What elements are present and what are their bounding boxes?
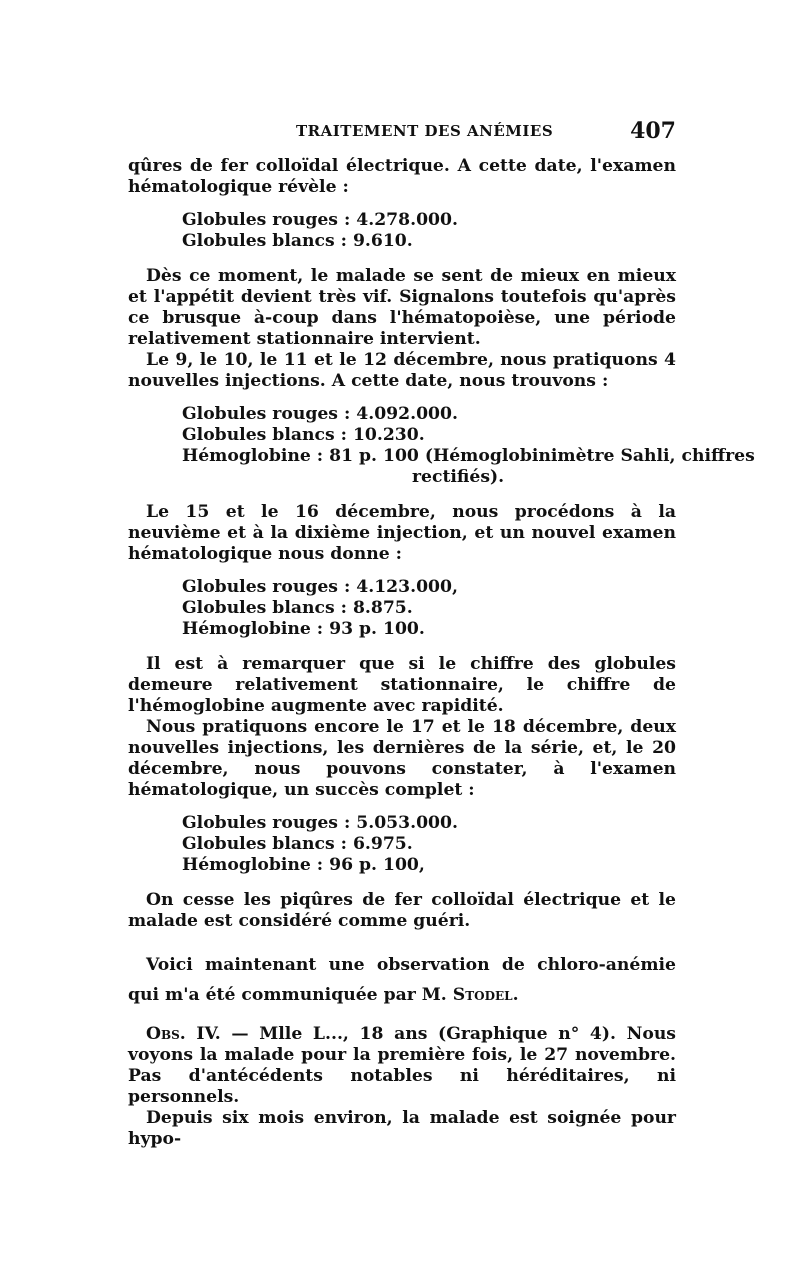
paragraph-7: On cesse les piqûres de fer colloïdal électrique et le malade est considéré comme guéri. — [128, 890, 676, 931]
paragraph-4: Le 15 et le 16 décembre, nous procédons à la neuvième et à la dixième injection, et un nouvel examen hématologique nous donne : — [128, 502, 676, 564]
paragraph-8-text: Voici maintenant une observation de chloro-anémie qui m'a été communiquée par M. — [128, 955, 676, 1005]
blood-count-list-4 — [182, 813, 676, 876]
list-item: Hémoglobine : 93 p. 100. — [182, 619, 425, 639]
list-item: Globules blancs : 6.975. — [182, 834, 413, 854]
list-item: Globules rouges : 4.092.000. — [182, 404, 458, 424]
paragraph-10: Depuis six mois environ, la malade est soignée pour hypo- — [128, 1108, 676, 1149]
paragraph-1: qûres de fer colloïdal électrique. A cette date, l'examen hématologique révèle : — [128, 156, 676, 197]
page-header — [128, 118, 676, 148]
paragraph-2: Dès ce moment, le malade se sent de mieux en mieux et l'appétit devient très vif. Signalons toutefois qu'après ce brusque à-coup dans l'hématopoièse, une période relativement stationnaire intervient. — [128, 266, 676, 349]
list-item: Globules rouges : 5.053.000. — [182, 813, 458, 833]
list-item: Globules blancs : 10.230. — [182, 425, 425, 445]
blood-count-list-2 — [182, 404, 755, 488]
paragraph-6: Nous pratiquons encore le 17 et le 18 décembre, deux nouvelles injections, les dernières de la série, et, le 20 décembre, nous pouvons constater, à l'examen hématologique, un succès complet : — [128, 717, 676, 800]
list-item: Globules rouges : 4.123.000, — [182, 577, 458, 597]
page-body — [128, 156, 755, 1150]
list-item: Globules blancs : 8.875. — [182, 598, 413, 618]
author-name: Stodel. — [452, 985, 519, 1005]
observation-text: — Mlle L..., 18 ans (Graphique n° 4). Nous voyons la malade pour la première fois, le 27 novembre. Pas d'antécédents notables ni héréditaires, ni personnels. — [128, 1024, 676, 1107]
observation-label: Obs. IV. — [146, 1024, 221, 1044]
list-item: Hémoglobine : 96 p. 100, — [182, 855, 425, 875]
observation-paragraph — [128, 1024, 676, 1108]
blood-count-list-3 — [182, 577, 676, 640]
paragraph-8 — [128, 950, 676, 1010]
paragraph-5: Il est à remarquer que si le chiffre des globules demeure relativement stationnaire, le chiffre de l'hémoglobine augmente avec rapidité. — [128, 654, 676, 716]
list-item: Globules rouges : 4.278.000. — [182, 210, 458, 230]
running-head: TRAITEMENT DES ANÉMIES — [296, 122, 554, 140]
blood-count-list-1 — [182, 210, 676, 252]
list-item-continuation: rectifiés). — [412, 467, 505, 487]
page-number: 407 — [630, 118, 676, 144]
list-item: Globules blancs : 9.610. — [182, 231, 413, 251]
list-item: Hémoglobine : 81 p. 100 (Hémoglobinimètre Sahli, chiffres — [182, 446, 755, 466]
paragraph-3: Le 9, le 10, le 11 et le 12 décembre, nous pratiquons 4 nouvelles injections. A cette date, nous trouvons : — [128, 350, 676, 391]
